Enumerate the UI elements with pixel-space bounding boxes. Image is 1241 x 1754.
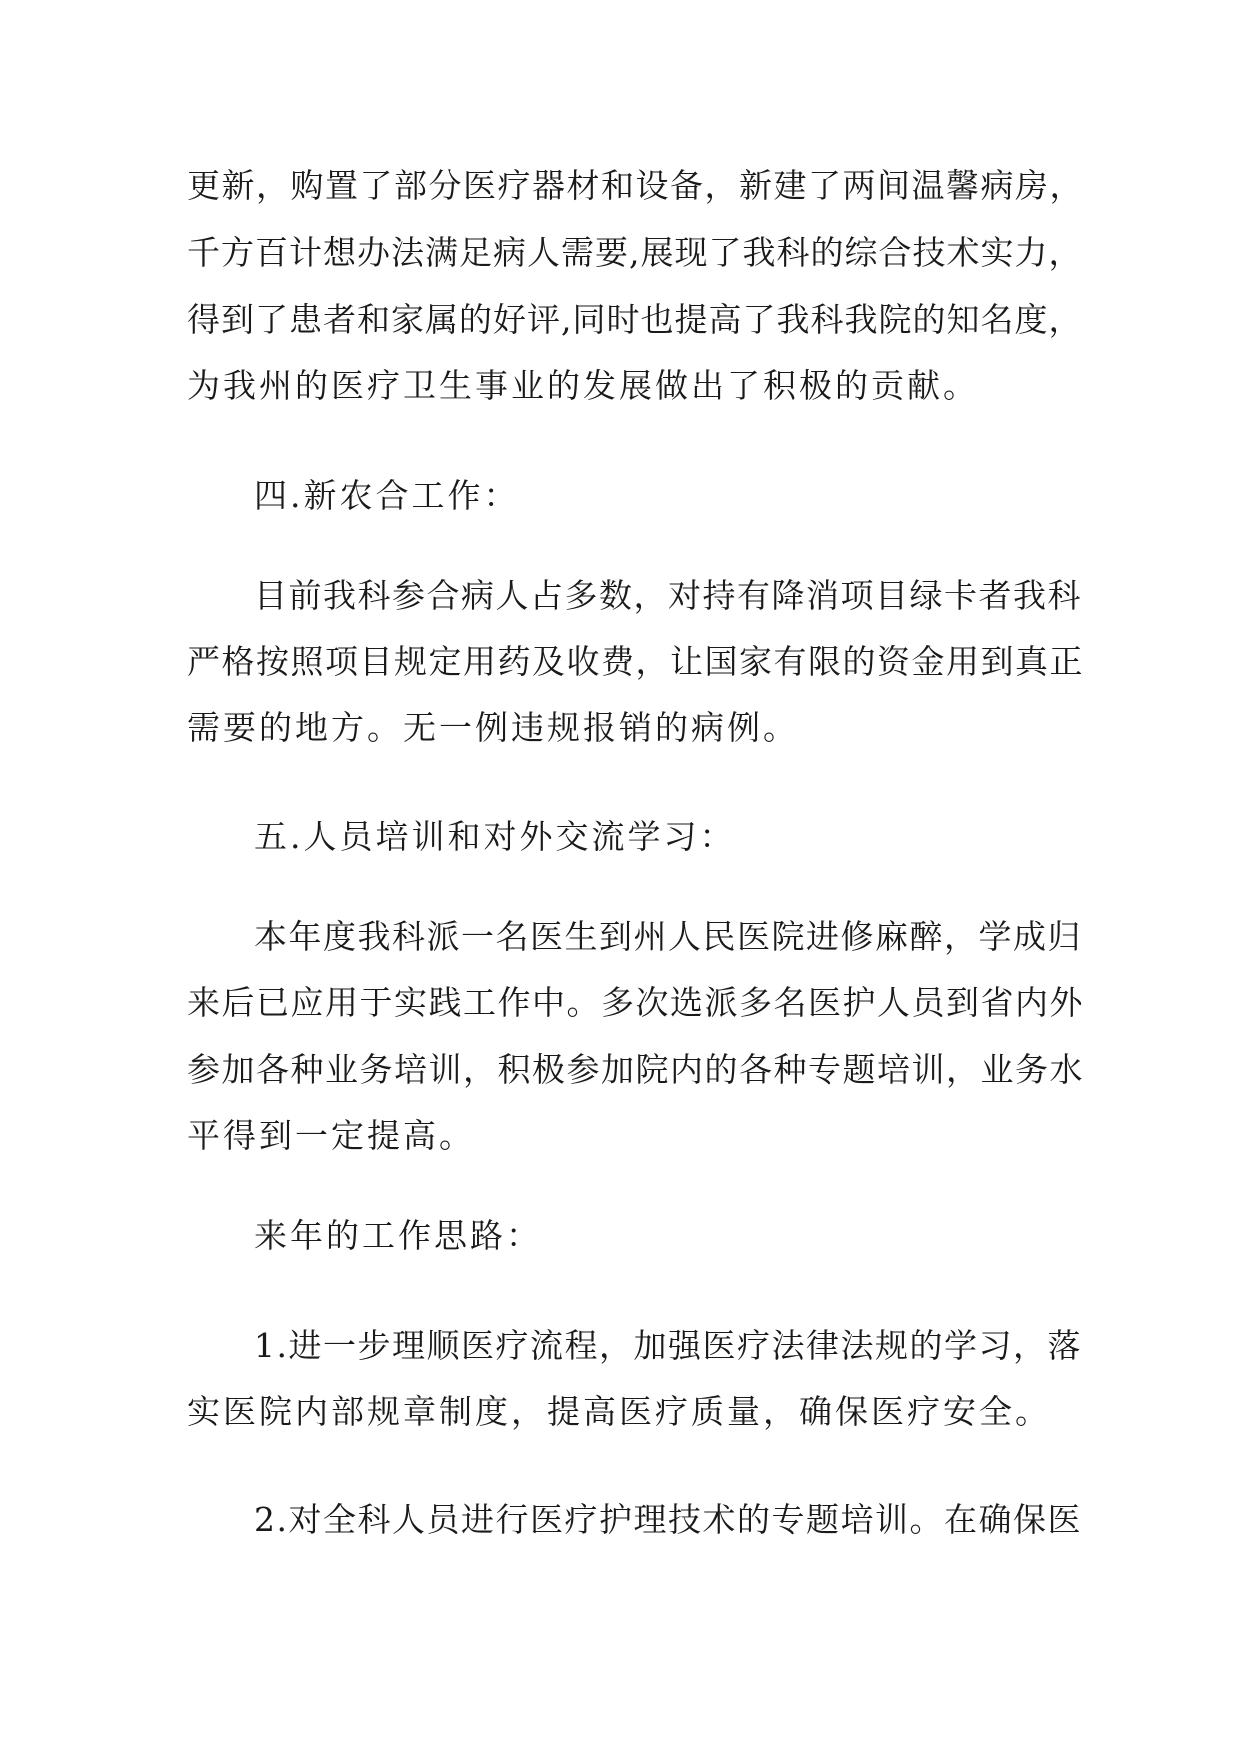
paragraph-line: 需要的地方。无一例违规报销的病例。 bbox=[187, 708, 799, 747]
paragraph-line: 实医院内部规章制度，提高医疗质量，确保医疗安全。 bbox=[187, 1392, 1051, 1431]
paragraph-line: 更新，购置了部分医疗器材和设备，新建了两间温馨病房， bbox=[187, 166, 1084, 205]
paragraph-line: 本年度我科派一名医生到州人民医院进修麻醉，学成归 bbox=[254, 917, 1082, 956]
paragraph-line: 千方百计想办法满足病人需要,展现了我科的综合技术实力， bbox=[187, 233, 1083, 272]
section-heading: 五.人员培训和对外交流学习： bbox=[254, 817, 736, 856]
section-heading: 来年的工作思路： bbox=[254, 1216, 542, 1255]
paragraph-line: 严格按照项目规定用药及收费，让国家有限的资金用到真正 bbox=[187, 642, 1084, 681]
paragraph-line: 得到了患者和家属的好评,同时也提高了我科我院的知名度， bbox=[187, 300, 1083, 339]
paragraph-line: 目前我科参合病人占多数，对持有降消项目绿卡者我科 bbox=[254, 576, 1082, 615]
section-heading: 四.新农合工作： bbox=[254, 476, 520, 515]
paragraph-line: 参加各种业务培训，积极参加院内的各种专题培训，业务水 bbox=[187, 1050, 1084, 1089]
paragraph-line: 2.对全科人员进行医疗护理技术的专题培训。在确保医 bbox=[254, 1500, 1082, 1539]
paragraph-line: 平得到一定提高。 bbox=[187, 1116, 475, 1155]
paragraph-line: 为我州的医疗卫生事业的发展做出了积极的贡献。 bbox=[187, 366, 979, 405]
paragraph-line: 来后已应用于实践工作中。多次选派多名医护人员到省内外 bbox=[187, 983, 1084, 1022]
paragraph-line: 1.进一步理顺医疗流程，加强医疗法律法规的学习，落 bbox=[254, 1326, 1082, 1365]
